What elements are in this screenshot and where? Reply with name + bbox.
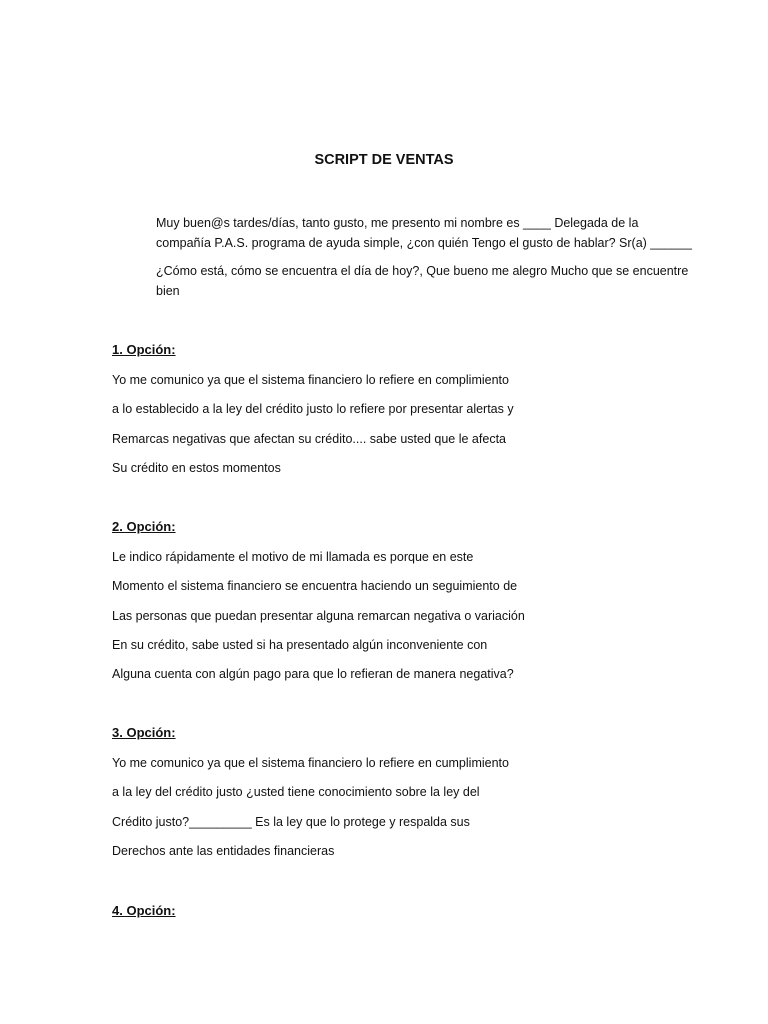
option-line: Derechos ante las entidades financieras <box>112 843 335 858</box>
option-line: En su crédito, sabe usted si ha presentado algún inconveniente con <box>112 637 488 652</box>
intro-question <box>156 261 696 301</box>
option-heading: 1. Opción: <box>112 342 176 357</box>
option-heading: 2. Opción: <box>112 519 176 534</box>
option-body <box>112 370 514 487</box>
option-line: a lo establecido a la ley del crédito justo lo refiere por presentar alertas y <box>112 402 514 417</box>
document-title: SCRIPT DE VENTAS <box>314 152 454 168</box>
option-2 <box>112 517 672 682</box>
option-body <box>112 547 525 693</box>
option-line: Alguna cuenta con algún pago para que lo refieran de manera negativa? <box>112 667 514 682</box>
option-line: Le indico rápidamente el motivo de mi llamada es porque en este <box>112 550 474 564</box>
option-line: Las personas que puedan presentar alguna remarcan negativa o variación <box>112 608 525 623</box>
option-line: a la ley del crédito justo ¿usted tiene conocimiento sobre la ley del <box>112 785 480 800</box>
option-line: Crédito justo?_________ Es la ley que lo protege y respalda sus <box>112 814 470 829</box>
option-line: Remarcas negativas que afectan su crédito.... sabe usted que le afecta <box>112 431 506 446</box>
intro-greeting-text: Muy buen@s tardes/días, tanto gusto, me presento mi nombre es ____ Delegada de la compañía P.A.S. programa de ayuda simple, ¿con quién Tengo el gusto de hablar? Sr(a) ______ <box>156 216 692 250</box>
intro-greeting <box>156 213 696 253</box>
option-heading: 4. Opción: <box>112 903 176 918</box>
option-line: Su crédito en estos momentos <box>112 460 281 475</box>
option-line: Momento el sistema financiero se encuentra haciendo un seguimiento de <box>112 579 518 594</box>
option-line: Yo me comunico ya que el sistema financiero lo refiere en complimiento <box>112 373 509 387</box>
intro-question-text: ¿Cómo está, cómo se encuentra el día de hoy?, Que bueno me alegro Mucho que se encuentre bien <box>156 264 689 298</box>
option-4 <box>112 901 672 921</box>
option-line: Yo me comunico ya que el sistema financiero lo refiere en cumplimiento <box>112 756 509 770</box>
option-heading: 3. Opción: <box>112 725 176 740</box>
option-3 <box>112 723 672 858</box>
option-body <box>112 753 509 870</box>
option-1 <box>112 340 672 475</box>
